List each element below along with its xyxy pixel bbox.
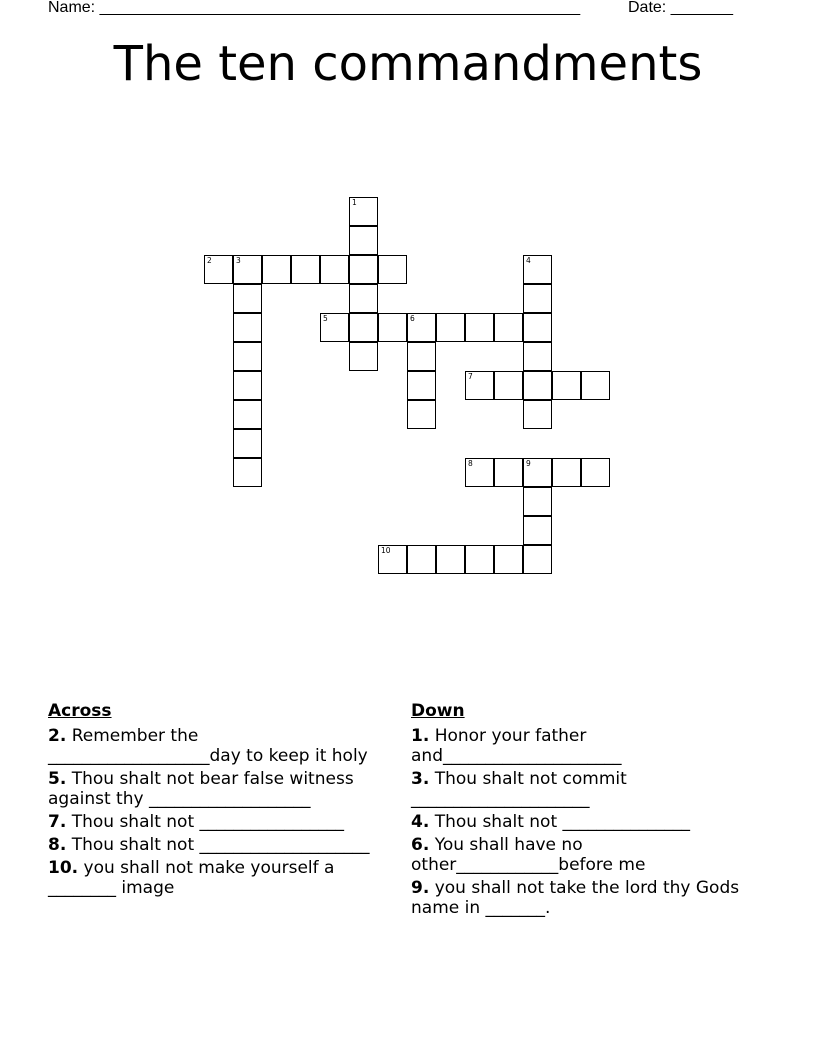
crossword-cell[interactable] (465, 313, 494, 342)
clue-text: You shall have no other____________before me (411, 835, 646, 875)
crossword-cell[interactable] (349, 284, 378, 313)
clue-text: you shall not take the lord thy Gods name in _______. (411, 878, 740, 918)
crossword-cell[interactable] (262, 255, 291, 284)
crossword-cell[interactable] (378, 545, 407, 574)
cell-number: 9 (526, 459, 531, 468)
cell-number: 4 (526, 256, 531, 265)
crossword-cell[interactable] (407, 545, 436, 574)
crossword-cell[interactable] (349, 226, 378, 255)
crossword-cell[interactable] (523, 516, 552, 545)
crossword-cell[interactable] (465, 545, 494, 574)
crossword-cell[interactable] (233, 400, 262, 429)
crossword-cell[interactable] (523, 545, 552, 574)
clue-text: Thou shalt not bear false witness against thy ___________________ (48, 769, 354, 809)
crossword-cell[interactable] (552, 458, 581, 487)
down-clues (411, 700, 751, 921)
cell-number: 6 (410, 314, 415, 323)
crossword-cell[interactable] (465, 458, 494, 487)
clue-text: you shall not make yourself a ________ image (48, 858, 335, 898)
down-clue (411, 769, 751, 809)
crossword-cell[interactable] (494, 371, 523, 400)
clue-number: 1. (411, 726, 430, 746)
crossword-cell[interactable] (494, 458, 523, 487)
clue-number: 4. (411, 812, 430, 832)
crossword-cell[interactable] (320, 255, 349, 284)
date-field[interactable]: Date: _______ (628, 0, 733, 16)
across-clue (48, 835, 388, 855)
cell-number: 2 (207, 256, 212, 265)
across-clue (48, 858, 388, 898)
clue-text: Thou shalt not ____________________ (66, 835, 370, 855)
crossword-cell[interactable] (233, 284, 262, 313)
clue-number: 7. (48, 812, 67, 832)
cell-number: 5 (323, 314, 328, 323)
page-title: The ten commandments (113, 36, 703, 92)
crossword-cell[interactable] (320, 313, 349, 342)
across-clue (48, 769, 388, 809)
clue-text: Thou shalt not _________________ (66, 812, 345, 832)
clue-number: 10. (48, 858, 79, 878)
crossword-cell[interactable] (494, 313, 523, 342)
crossword-cell[interactable] (581, 371, 610, 400)
clue-number: 3. (411, 769, 430, 789)
crossword-cell[interactable] (552, 371, 581, 400)
crossword-cell[interactable] (407, 313, 436, 342)
clue-number: 6. (411, 835, 430, 855)
crossword-cell[interactable] (233, 313, 262, 342)
down-heading: Down (411, 701, 465, 721)
crossword-cell[interactable] (523, 487, 552, 516)
down-clue (411, 878, 751, 918)
crossword-cell[interactable] (233, 255, 262, 284)
crossword-cell[interactable] (523, 313, 552, 342)
cell-number: 10 (381, 546, 391, 555)
crossword-cell[interactable] (291, 255, 320, 284)
clue-text: Honor your father and_____________________ (411, 726, 622, 766)
crossword-cell[interactable] (349, 197, 378, 226)
clue-text: Thou shalt not _______________ (429, 812, 691, 832)
crossword-cell[interactable] (523, 371, 552, 400)
crossword-cell[interactable] (349, 255, 378, 284)
crossword-cell[interactable] (233, 429, 262, 458)
clue-text: Remember the ___________________day to keep it holy (48, 726, 368, 766)
cell-number: 7 (468, 372, 473, 381)
crossword-cell[interactable] (436, 545, 465, 574)
crossword-cell[interactable] (494, 545, 523, 574)
clue-number: 9. (411, 878, 430, 898)
crossword-cell[interactable] (581, 458, 610, 487)
cell-number: 1 (352, 198, 357, 207)
across-clue (48, 726, 388, 766)
down-clue (411, 835, 751, 875)
clue-number: 8. (48, 835, 67, 855)
crossword-cell[interactable] (349, 342, 378, 371)
crossword-cell[interactable] (204, 255, 233, 284)
crossword-cell[interactable] (523, 400, 552, 429)
cell-number: 3 (236, 256, 241, 265)
crossword-cell[interactable] (233, 371, 262, 400)
crossword-cell[interactable] (378, 255, 407, 284)
down-clue (411, 726, 751, 766)
crossword-cell[interactable] (523, 284, 552, 313)
crossword-cell[interactable] (233, 458, 262, 487)
name-field[interactable]: Name: ______________________________________________________ (48, 0, 581, 16)
cell-number: 8 (468, 459, 473, 468)
crossword-cell[interactable] (523, 342, 552, 371)
crossword-cell[interactable] (523, 255, 552, 284)
across-heading: Across (48, 701, 112, 721)
crossword-cell[interactable] (523, 458, 552, 487)
crossword-cell[interactable] (233, 342, 262, 371)
crossword-cell[interactable] (407, 400, 436, 429)
across-clues (48, 700, 388, 901)
down-clue (411, 812, 751, 832)
crossword-cell[interactable] (465, 371, 494, 400)
crossword-cell[interactable] (349, 313, 378, 342)
clue-number: 5. (48, 769, 67, 789)
crossword-cell[interactable] (407, 342, 436, 371)
clue-text: Thou shalt not commit _____________________ (411, 769, 627, 809)
crossword-cell[interactable] (436, 313, 465, 342)
clue-number: 2. (48, 726, 67, 746)
crossword-cell[interactable] (407, 371, 436, 400)
crossword-cell[interactable] (378, 313, 407, 342)
across-clue (48, 812, 388, 832)
